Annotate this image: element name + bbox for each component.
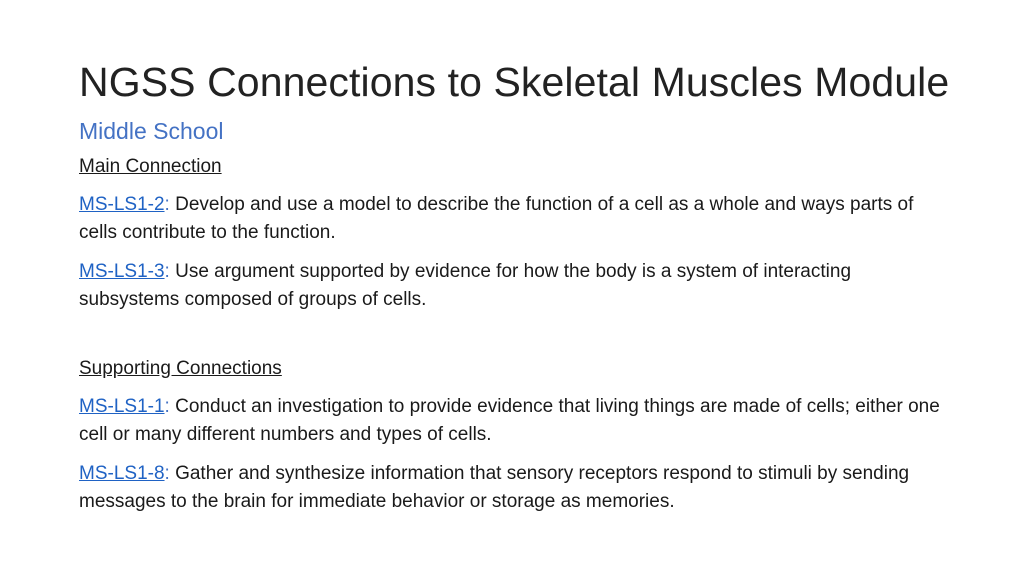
standard-colon: : — [164, 396, 170, 417]
standard-description: Use argument supported by evidence for how the body is a system of interacting subsystems composed of groups of cells. — [79, 261, 852, 310]
standard-link-ms-ls1-8[interactable]: MS-LS1-8 — [79, 463, 165, 484]
main-connection-heading: Main Connection — [79, 156, 222, 177]
standard-link-ms-ls1-2[interactable]: MS-LS1-2 — [79, 194, 165, 215]
slide-subtitle: Middle School — [79, 118, 224, 144]
standard-item — [79, 191, 954, 247]
supporting-connections-heading: Supporting Connections — [79, 358, 282, 379]
standard-description: Conduct an investigation to provide evidence that living things are made of cells; either one cell or many different numbers and types of cells. — [79, 396, 940, 445]
standard-item — [79, 460, 954, 516]
standard-description: Gather and synthesize information that sensory receptors respond to stimuli by sending messages to the brain for immediate behavior or storage as memories. — [79, 463, 910, 512]
standard-link-ms-ls1-3[interactable]: MS-LS1-3 — [79, 261, 165, 282]
standard-item — [79, 393, 954, 449]
standard-item — [79, 258, 954, 314]
slide-title: NGSS Connections to Skeletal Muscles Module — [79, 59, 950, 105]
standard-colon: : — [164, 261, 170, 282]
standard-colon: : — [164, 194, 170, 215]
standard-link-ms-ls1-1[interactable]: MS-LS1-1 — [79, 396, 165, 417]
standard-colon: : — [164, 463, 170, 484]
standard-description: Develop and use a model to describe the function of a cell as a whole and ways parts of cells contribute to the function. — [79, 194, 914, 243]
